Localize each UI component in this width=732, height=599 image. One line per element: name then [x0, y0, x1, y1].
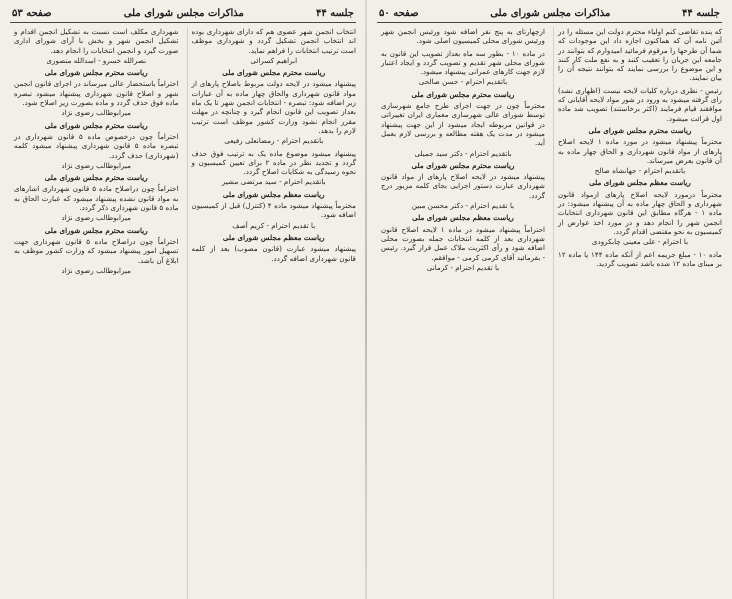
entry-title: ریاست معظم مجلس شورای ملی: [222, 232, 325, 242]
entry-title: ریاست معظم مجلس شورای ملی: [589, 178, 691, 188]
book-gutter: [365, 0, 367, 599]
entry-title: ریاست محترم مجلس شورای ملی: [44, 225, 148, 235]
right-page-title: مذاکرات مجلس شورای ملی: [490, 8, 611, 19]
document-entry: [381, 49, 545, 87]
right-page-session: جلسه ۴۴: [681, 8, 720, 19]
entry-signature: باتقدیم احترام - جهانشاه صالح: [594, 166, 686, 176]
entry-title: ریاست محترم مجلس شورای ملی: [44, 173, 148, 183]
document-entry: [192, 27, 357, 65]
right-page: [366, 0, 732, 599]
entry-signature: میرابوطالب رضوی نژاد: [61, 160, 131, 170]
left-page-session: جلسه ۴۴: [315, 8, 354, 19]
entry-title: ریاست محترم مجلس شورای ملی: [588, 125, 692, 135]
entry-body: پیشنهاد میشود در لایحه اصلاح پارهای از مواد قانون شهرداری عبارت دستور اجرایی بجای کلمه مزبور درج گردد.: [381, 172, 545, 200]
entry-body: در ماده ۱۰ - بطور سه ماه بعداز تصویب این قانون به شورای محلی شهر تقدیم و تصویب گردد و ایجاد اعتبار لازم جهت کارهای عمرانی پیشنهاد میشود.: [381, 48, 545, 77]
entry-body: که بنده تقاضی کنم اولیاء محترم دولت این مسئله را در آئین نامه آن که هماکنون اجازه داد این موجودات که شما آن طرحها را مرقوم فرمائید امیدوارم که بتوانند در جامعه این جریان را تعقیب کنند و به نفع ملت کار کنند و این موضوع را بررسی نمایند که بتوانند نتیجه آن را بیان نمایند.: [558, 27, 722, 83]
left-page-header: [10, 6, 356, 23]
entry-signature: ابراهیم کسرائی: [250, 55, 298, 65]
entry-signature: با احترام - علی معینی چابکرودی: [591, 237, 689, 247]
document-entry: [381, 90, 545, 158]
entry-body: احتراماً چون دراصلاح ماده ۵ قانون شهرداری جهت تسهیل امور پیشنهاد میشود که وزارت کشور موظف به ابلاغ آن باشد.: [14, 236, 179, 265]
document-entry: [14, 27, 179, 65]
entry-signature: با تقدیم احترام - کرمانی: [426, 262, 500, 272]
entry-signature: میرابوطالب رضوی نژاد: [61, 213, 131, 223]
entry-title: ریاست محترم مجلس شورای ملی: [222, 68, 326, 78]
entry-body: محترماً پیشنهاد میشود ماده ۴ (کنترل) قبل از کمیسیون اضافه شود.: [191, 201, 356, 220]
entry-signature: باتقدیم احترام - دکتر سید جمیلی: [414, 148, 512, 158]
entry-title: ریاست محترم مجلس شورای ملی: [44, 120, 148, 130]
document-entry: [381, 161, 545, 210]
document-entry: [192, 68, 357, 145]
entry-body: ازچهارتای به پنج نفر اضافه شود ورئیس انجمن شهر ورئیس شورای محلی کمیسیون اصلی شود.: [381, 27, 545, 46]
document-entry: [192, 149, 357, 187]
left-page-columns: [10, 27, 356, 599]
right-col-1: [553, 27, 722, 599]
entry-signature: باتقدیم احترام - رمضانعلی رفیعی: [224, 136, 324, 146]
entry-body: پیشنهاد میشود در لایحه دولت مربوط باصلاح پارهای از مواد قانون شهرداری والحاق چهار ماده به آن عبارات زیر اضافه شود: تبصره - انتخابات انجمن شهر تا یک ماه بعداز تصویب این قانون انجام گیرد و چنانچه در مهلت مقرر انجام نشود وزارت کشور موظف است ترتیب لازم را بدهد.: [191, 79, 356, 135]
left-page-title: مذاکرات مجلس شورای ملی: [123, 8, 244, 19]
document-entry: [558, 126, 722, 175]
document-entry: [14, 173, 179, 222]
entry-signature: با تقدیم احترام - دکتر محسن مبین: [411, 201, 515, 211]
entry-body: احتراماً باستحضار عالی میرساند در اجرای قانون انجمن شهر و اصلاح قانون شهرداری پیشنهاد میشود تبصره ماده فوق حذف گردد و ماده بصورت زیر اصلاح شود.: [14, 79, 179, 108]
entry-signature: با تقدیم احترام - کریم آصف: [232, 220, 316, 230]
entry-body: محترماً پیشنهاد میشود در مورد ماده ۱ لایحه اصلاح پارهای از مواد قانون شهرداری و الحاق چهار ماده به آن قانون بعرض میرساند.: [558, 137, 722, 165]
entry-signature: میرابوطالب رضوی نژاد: [61, 108, 131, 118]
document-entry: [14, 68, 179, 117]
entry-body: احتراماً پیشنهاد میشود در ماده ۱ لایحه اصلاح قانون شهرداری بعد از کلمه انتخابات جمله بصورت محلی اضافه شود و رأی اکثریت ملاک عمل قرار گیرد. رئیس - بفرمائید آقای کرمی کرمی - موافقم.: [381, 224, 545, 262]
entry-signature: باتقدیم احترام - سید مرتضی مشیر: [221, 177, 326, 187]
entry-title: ریاست محترم مجلس شورای ملی: [411, 89, 515, 99]
right-page-number: صفحه ۵۰: [379, 8, 419, 19]
entry-body: محترماً چون در جهت اجرای طرح جامع شهرسازی توسط شورای عالی شهرسازی معماری ایران تغییراتی در قوانین مربوطه ایجاد میشود از این جهت پیشنهاد میشود در مدت یک هفته مطالعه و بررسی لازم بعمل آید.: [381, 101, 545, 148]
document-entry: [381, 27, 545, 46]
entry-body: احتراماً چون درخصوص ماده ۵ قانون شهرداری در تبصره ماده ۵ قانون شهرداری پیشنهاد میشود کلمه (شهرداری) حذف گردد.: [14, 131, 179, 160]
right-page-header: [377, 6, 722, 23]
document-entry: [192, 233, 357, 263]
entry-body: احتراماً چون دراصلاح ماده ۵ قانون شهرداری اشارهای به مواد قانون نشده پیشنهاد میشود که عبارت الحاق به ماده ۵ قانون شهرداری ذکر گردد.: [14, 184, 179, 213]
entry-body: شهرداری مکلف است نسبت به تشکیل انجمن اقدام و تشکیل انجمن شهر و بخش با آرای شورای اداری صورت گیرد و انجمن انتخابات را انجام دهد.: [14, 27, 179, 55]
document-entry: [14, 121, 179, 170]
entry-title: ریاست محترم مجلس شورای ملی: [44, 68, 148, 78]
document-entry: [381, 213, 545, 272]
entry-signature: میرابوطالب رضوی نژاد: [61, 265, 131, 275]
entry-body: محترماً درمورد لایحه اصلاح پارهای ازمواد قانون شهرداری و الحاق چهار ماده به آن پیشنهاد میشود: در ماده ۱ - هرگاه مطابق این قانون شهرداری انتخابات انجمن شهر را انجام دهد و در مورد اخذ عوارض از کمیسیون به نحو مقتضی اقدام گردد.: [558, 189, 722, 236]
left-page-number: صفحه ۵۳: [12, 8, 52, 19]
right-col-2: [377, 27, 545, 599]
left-col-1: [187, 27, 357, 599]
right-page-columns: [377, 27, 722, 599]
document-entry: [14, 226, 179, 275]
entry-title: ریاست معظم مجلس شورای ملی: [222, 189, 325, 199]
entry-body: رئیس - نظری درباره کلیات لایحه نیست (اظهاری نشد) رای گرفته میشود به ورود در شور مواد لایحه آقایانی که موافقند قیام فرمایند (اکثر برخاستند) تصویب شد ماده اول قرائت میشود.: [558, 85, 722, 123]
entry-signature: باتقدیم احترام - حسن صالحی: [418, 77, 508, 87]
entry-body: پیشنهاد میشود عبارت (قانون مصوب) بعد از کلمه قانون شهرداری اضافه گردد.: [191, 244, 356, 263]
entry-signature: نصرالله خسرو - اسدالله منصوری: [46, 55, 147, 65]
entry-title: ریاست محترم مجلس شورای ملی: [411, 160, 515, 170]
entry-body: انتخاب انجمن شهر عضوی هم که دارای شهرداری بوده اند انتخاب انجمن تشکیل گردد و شهرداری موظف است ترتیب انتخابات را فراهم نماید.: [191, 27, 356, 55]
document-entry: [558, 250, 722, 269]
document-entry: [558, 86, 722, 123]
entry-title: ریاست معظم مجلس شورای ملی: [412, 213, 514, 223]
left-col-2: [10, 27, 179, 599]
document-entry: [558, 27, 722, 83]
document-entry: [558, 178, 722, 246]
entry-body: ماده ۱۰ - مبلغ جریمه اعم از آنکه ماده ۱۴۴ یا ماده ۱۲ بر مبنای ماده ۱۲ شده باشد تصویب گردید.: [558, 249, 722, 268]
entry-body: پیشنهاد میشود موضوع ماده یک به ترتیب فوق حذف گردد و تجدید نظر در ماده ۲ برای تعیین کمیسیون و نحوه رسیدگی به شکایات اصلاح گردد.: [191, 148, 356, 177]
document-entry: [192, 190, 357, 230]
